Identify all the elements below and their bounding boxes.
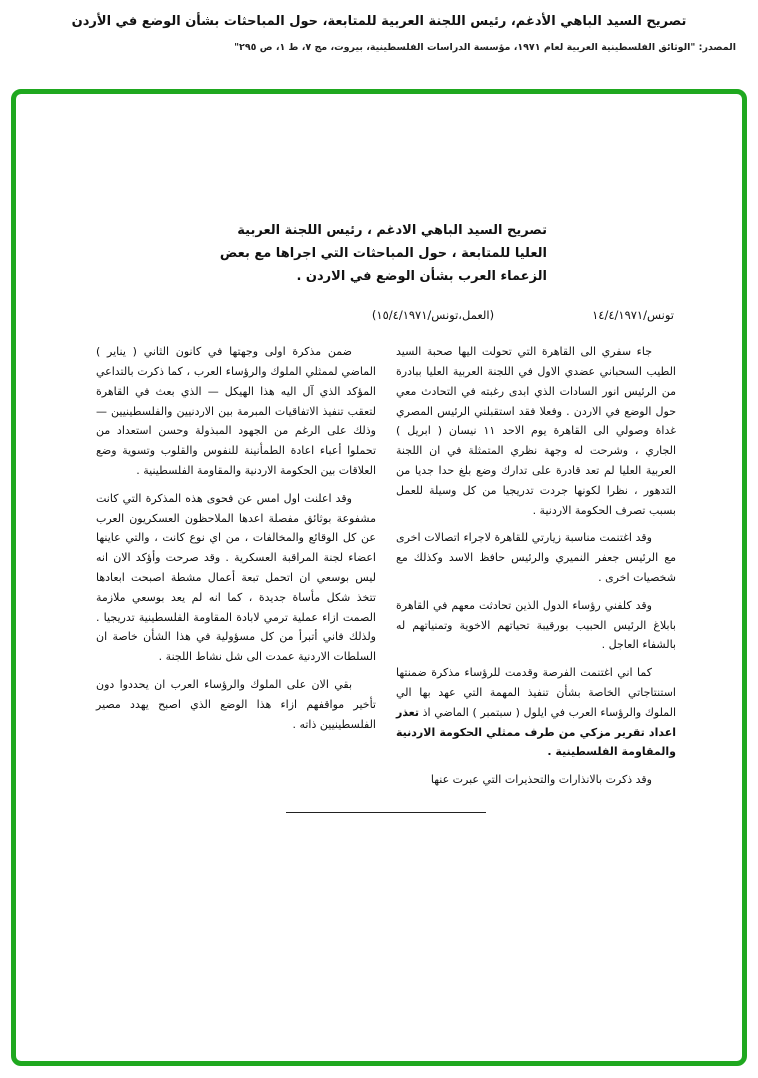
doc-column-left — [96, 342, 376, 798]
paragraph: بقي الان على الملوك والرؤساء العرب ان يحددوا دون تأخير مواقفهم ازاء هذا الوضع الذي اصبح يهدد مصير الفلسطينيين ذاته . — [96, 678, 376, 731]
doc-title-line-3: الزعماء العرب بشأن الوضع في الاردن . — [296, 268, 547, 284]
source-citation: المصدر: "الوثائق الفلسطينية العربية لعام ١٩٧١، مؤسسة الدراسات الفلسطينية، بيروت، مج ٧، ط ١، ص ٢٩٥" — [234, 42, 736, 53]
green-border-frame — [11, 89, 747, 1066]
doc-title-line-2: العليا للمتابعة ، حول المباحثات التي اجراها مع بعض — [219, 245, 547, 261]
doc-column-right — [396, 342, 676, 798]
paragraph: وقد كلفني رؤساء الدول الذين تحادثت معهم في القاهرة بابلاغ الرئيس الحبيب بورقيبة تحياتهم الاخوية وتمنياتهم له بالشفاء العاجل . — [396, 598, 676, 652]
dateline-place-date: تونس/١٤/٤/١٩٧١ — [592, 308, 674, 323]
doc-title-line-1: تصريح السيد الباهي الادغم ، رئيس اللجنة العربية — [237, 223, 547, 238]
doc-title — [219, 220, 547, 288]
paragraph: ضمن مذكرة اولى وجهتها في كانون الثاني ( يناير ) الماضي لممثلي الملوك والرؤساء العرب ، كما ذكرت بالتداعي المؤكد الذي آل اليه هذا الهيكل — الذي بعث في القاهرة لتعقب تنفيذ الاتفاقيات المبرمة بين الاردنيين والفلسطينيين — وذلك على الرغم من الجهود المبذولة وحسن استعداد من تحملوا أعباء اعادة الطمأنينة للنفوس والقلوب وتسوية وضع العلاقات بين الحكومة الاردنية والمقاومة الفلسطينية . — [96, 345, 376, 478]
page-title: تصريح السيد الباهي الأدغم، رئيس اللجنة العربية للمتابعة، حول المباحثات بشأن الوضع في الأردن — [71, 14, 687, 29]
paragraph: وقد اعلنت اول امس عن فحوى هذه المذكرة التي كانت مشفوعة بوثائق مفصلة اعدها الملاحظون العسكريون العرب عن كل الوقائع والمخالفات ، من اي نوع كانت ، والتي عاينها اعضاء لجنة المراقبة العسكرية . وقد صرحت وأؤكد الان انه ليس بوسعي ان اتحمل تبعة أعمال مشطة اصبحت ابعادها تتخذ شكل مأساة جديدة ، كما انه لم يعد بوسعي ملازمة الصمت ازاء عملية ترمي لابادة المقاومة الفلسطينية تدريجيا . ولذلك فاني أتبرأ من كل مسؤولية في هذا الشأن خاصة ان السلطات الاردنية عمدت الى شل نشاط اللجنة . — [96, 491, 376, 664]
document-scan — [16, 94, 742, 1061]
divider-line — [286, 812, 486, 813]
doc-columns — [96, 342, 676, 798]
paragraph — [396, 663, 676, 762]
dateline-publication: (العمل،تونس/١٥/٤/١٩٧١) — [371, 308, 495, 323]
paragraph: وقد ذكرت بالانذارات والتحذيرات التي عبرت عنها — [430, 773, 652, 787]
page-header — [0, 0, 758, 53]
paragraph: وقد اغتنمت مناسبة زيارتي للقاهرة لاجراء اتصالات اخرى مع الرئيس جعفر النميري والرئيس حافظ الاسد وكذلك مع شخصيات اخرى . — [396, 531, 676, 585]
paragraph: جاء سفري الى القاهرة التي تحولت اليها صحبة السيد الطيب السحباني عضدي الاول في اللجنة العربية العليا ببادرة من الرئيس انور السادات الذي ابدى رغبته في التحادث معي حول الوضع في الاردن . وفعلا فقد استقبلني الرئيس المصري غداة وصولي الى القاهرة يوم الاحد ١١ نيسان ( ابريل ) الجاري ، وشرحت له وجهة نظري المتمثلة في ان اللجنة العربية العليا لم تعد قادرة على تدارك وضع بلغ حدا جديا من التدهور ، نظرا لكونها جردت تدريجيا من كل وسيلة للعمل بسبب تصرف الحكومة الاردنية . — [396, 345, 676, 517]
paragraph-bold-text: تعذر اعداد تقرير مزكي من طرف ممثلي الحكومة الاردنية والمقاومة الفلسطينية . — [396, 705, 676, 759]
paragraph-text: كما اني اغتنمت الفرصة وقدمت للرؤساء مذكرة ضمنتها استنتاجاتي الخاصة بشأن تنفيذ المهمة التي عهد بها الي الملوك والرؤساء العرب في ايلول ( سبتمبر ) الماضي اذ — [396, 666, 676, 719]
doc-dateline — [96, 308, 676, 322]
